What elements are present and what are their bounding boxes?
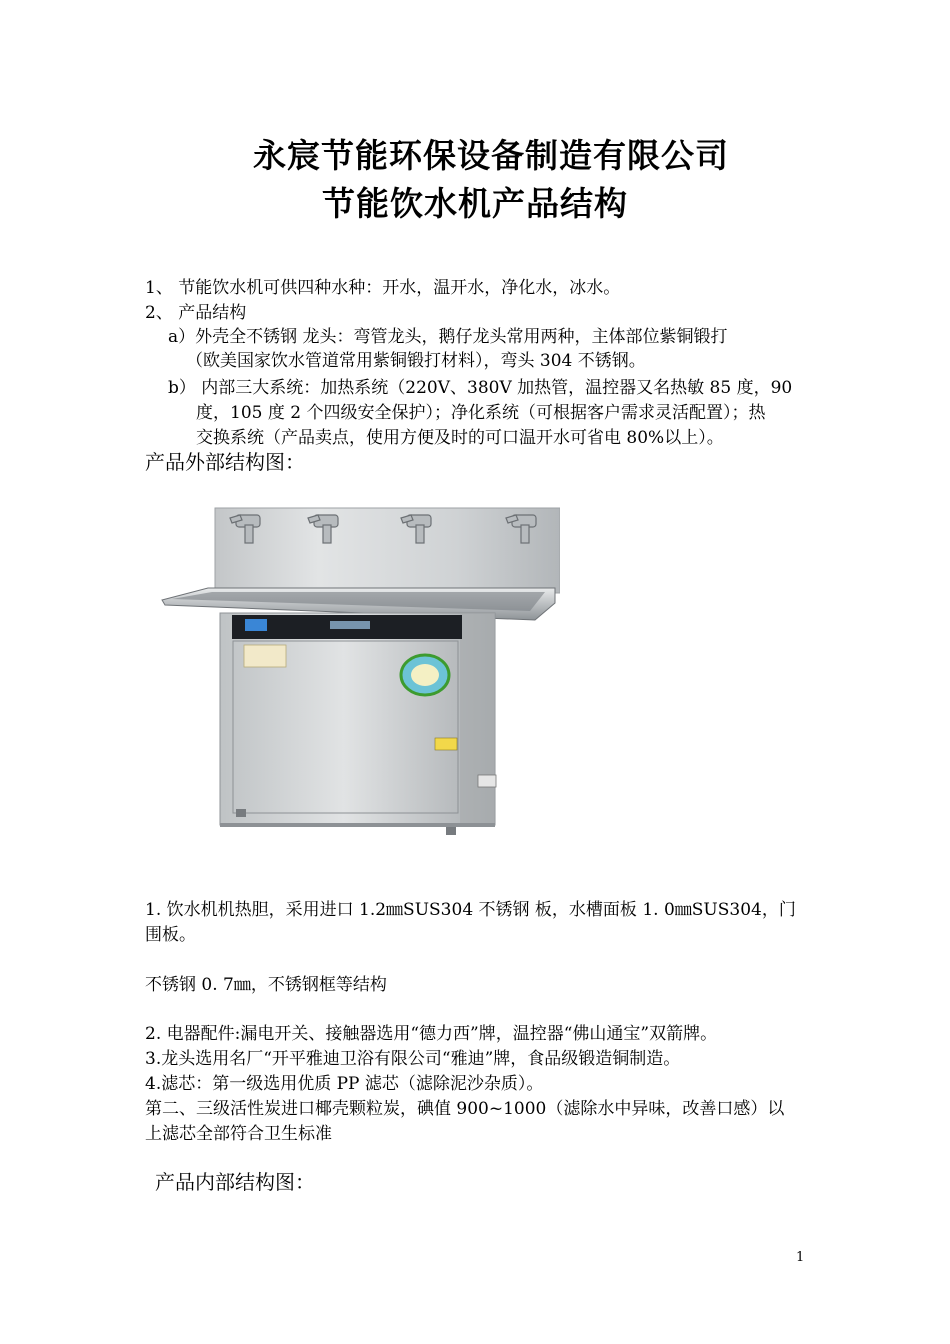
sub-item-b-line1: b） 内部三大系统：加热系统（220V、380V 加热管，温控器又名热敏 85 度，90 <box>168 378 793 398</box>
heading-interior-structure: 产品内部结构图： <box>155 1170 315 1194</box>
spec-panel-thickness: 不锈钢 0. 7㎜，不锈钢框等结构 <box>145 975 387 995</box>
sub-item-b-line3: 交换系统（产品卖点，使用方便及时的可口温开水可省电 80%以上）。 <box>196 428 724 448</box>
spec-tank-line2: 围板。 <box>145 925 196 945</box>
spec-filter-stage23-line1: 第二、三级活性炭进口椰壳颗粒炭，碘值 900~1000（滤除水中异味，改善口感）以 <box>145 1099 785 1119</box>
sub-item-a-line2: （欧美国家饮水管道常用紫铜锻打材料），弯头 304 不锈钢。 <box>186 351 646 371</box>
spec-electrical-parts: 2. 电器配件:漏电开关、接触器选用“德力西”牌，温控器“佛山通宝”双箭牌。 <box>145 1024 718 1044</box>
spec-filter-stage1: 4.滤芯：第一级选用优质 PP 滤芯（滤除泥沙杂质）。 <box>145 1074 544 1094</box>
page-number: 1 <box>796 1250 805 1265</box>
document-title-company: 永宸节能环保设备制造有限公司 <box>253 136 729 175</box>
list-item-water-types: 1、 节能饮水机可供四种水种：开水，温开水，净化水，冰水。 <box>145 278 621 298</box>
spec-filter-stage23-line2: 上滤芯全部符合卫生标准 <box>145 1124 332 1144</box>
sub-item-a-line1: a）外壳全不锈钢 龙头：弯管龙头，鹅仔龙头常用两种，主体部位紫铜锻打 <box>168 327 728 347</box>
document-title-product: 节能饮水机产品结构 <box>322 184 628 223</box>
spec-faucet-brand: 3.龙头选用名厂“开平雅迪卫浴有限公司“雅迪”牌，食品级锻造铜制造。 <box>145 1049 681 1069</box>
water-dispenser-image <box>160 505 560 843</box>
heading-exterior-structure: 产品外部结构图： <box>145 450 305 474</box>
spec-tank-line1: 1. 饮水机机热胆，采用进口 1.2㎜SUS304 不锈钢 板，水槽面板 1. 0㎜SUS304，门 <box>145 900 796 920</box>
list-item-structure: 2、 产品结构 <box>145 303 247 323</box>
sub-item-b-line2: 度，105 度 2 个四级安全保护）；净化系统（可根据客户需求灵活配置）；热 <box>196 403 766 423</box>
